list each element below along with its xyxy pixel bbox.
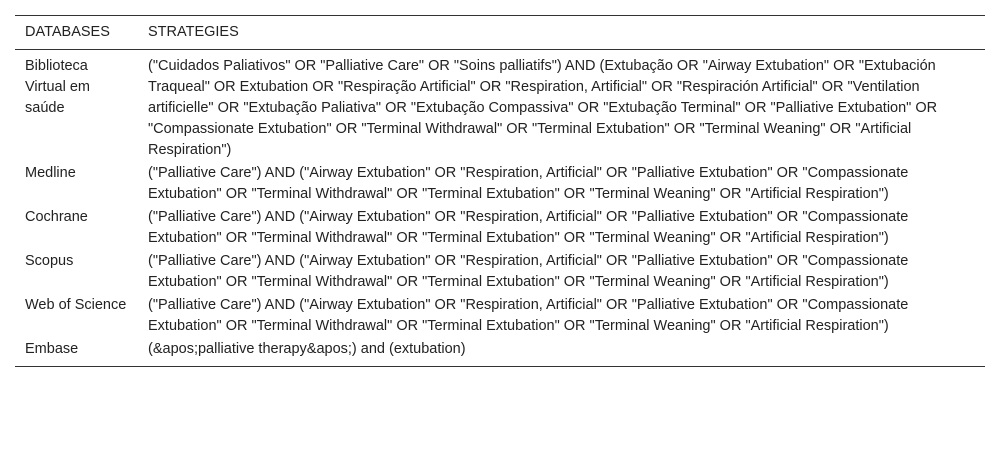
table-header bbox=[15, 16, 985, 50]
strategy-cell: ("Palliative Care") AND ("Airway Extubation" OR "Respiration, Artificial" OR "Palliative Extubation" OR "Compassionate Extubation" OR "Terminal Withdrawal" OR "Terminal Extubation" OR "Terminal Weaning" OR "Artificial Respiration") bbox=[148, 209, 909, 246]
database-cell: Biblioteca Virtual em saúde bbox=[25, 58, 91, 116]
database-cell: Embase bbox=[25, 341, 79, 357]
table-row bbox=[15, 162, 985, 206]
search-strategy-table bbox=[15, 15, 985, 367]
strategy-cell: ("Palliative Care") AND ("Airway Extubation" OR "Respiration, Artificial" OR "Palliative Extubation" OR "Compassionate Extubation" OR "Terminal Withdrawal" OR "Terminal Extubation" OR "Terminal Weaning" OR "Artificial Respiration") bbox=[148, 253, 909, 290]
strategy-cell: (&apos;palliative therapy&apos;) and (extubation) bbox=[148, 341, 466, 357]
search-strategy-table-container bbox=[15, 15, 985, 367]
table-row bbox=[15, 338, 985, 367]
table-row bbox=[15, 250, 985, 294]
header-row bbox=[15, 16, 985, 50]
header-databases: DATABASES bbox=[25, 24, 110, 40]
table-row bbox=[15, 206, 985, 250]
header-strategies: STRATEGIES bbox=[148, 24, 239, 40]
database-cell: Medline bbox=[25, 165, 76, 181]
database-cell: Cochrane bbox=[25, 209, 88, 225]
database-cell: Web of Science bbox=[25, 297, 127, 313]
table-body bbox=[15, 50, 985, 367]
table-row bbox=[15, 50, 985, 163]
database-cell: Scopus bbox=[25, 253, 74, 269]
table-row bbox=[15, 294, 985, 338]
strategy-cell: ("Palliative Care") AND ("Airway Extubation" OR "Respiration, Artificial" OR "Palliative Extubation" OR "Compassionate Extubation" OR "Terminal Withdrawal" OR "Terminal Extubation" OR "Terminal Weaning" OR "Artificial Respiration") bbox=[148, 297, 909, 334]
strategy-cell: ("Palliative Care") AND ("Airway Extubation" OR "Respiration, Artificial" OR "Palliative Extubation" OR "Compassionate Extubation" OR "Terminal Withdrawal" OR "Terminal Extubation" OR "Terminal Weaning" OR "Artificial Respiration") bbox=[148, 165, 909, 202]
strategy-cell: ("Cuidados Paliativos" OR "Palliative Care" OR "Soins palliatifs") AND (Extubação OR "Airway Extubation" OR "Extubación Traqueal" OR Extubation OR "Respiração Artificial" OR "Respiration, Artificial" OR "Respiración Artificial" OR "Ventilation artificielle" OR "Extubação Paliativa" OR "Extubação Compassiva" OR "Extubação Terminal" OR "Palliative Extubation" OR "Compassionate Extubation" OR "Terminal Withdrawal" OR "Terminal Extubation" OR "Terminal Weaning" OR "Artificial Respiration") bbox=[148, 58, 938, 158]
